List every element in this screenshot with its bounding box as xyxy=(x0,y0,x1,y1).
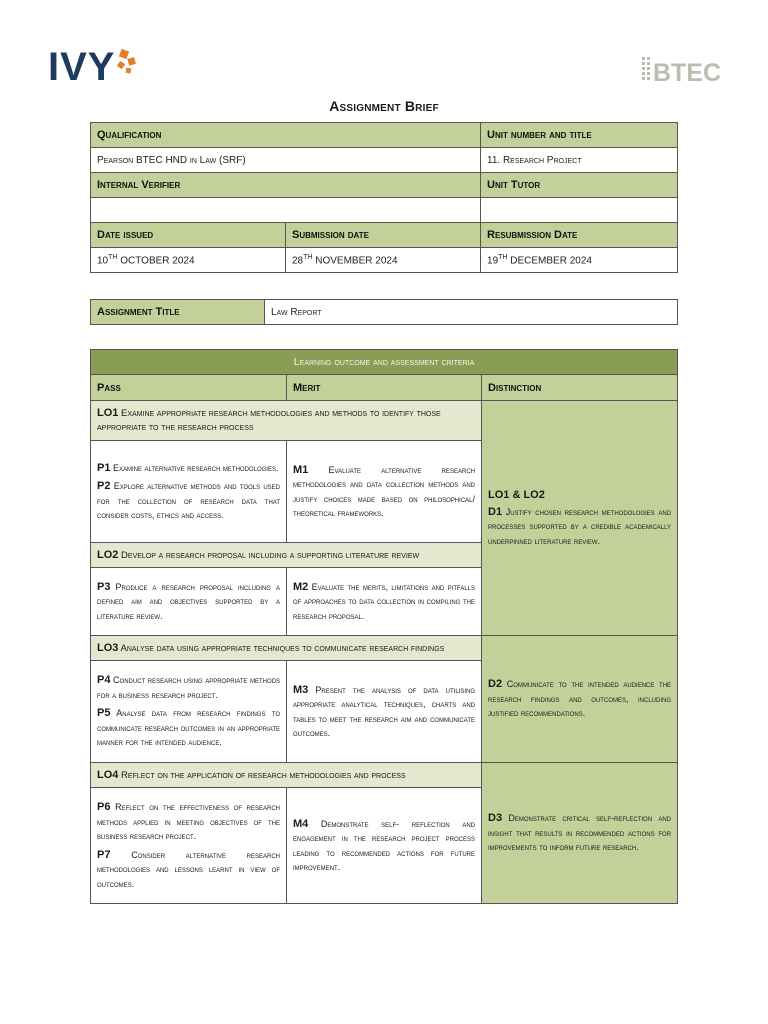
m2-cell: M2 Evaluate the merits, limitations and pitfalls of approaches to data collection in compiling the research proposal. xyxy=(287,568,482,636)
resubmission-label: Resubmission Date xyxy=(481,223,678,248)
p1-p2-cell xyxy=(91,441,287,543)
d3-cell: D3 Demonstrate critical self-reflection and insight that results in recommended actions for improvements to inform future research. xyxy=(482,763,678,904)
criteria-table xyxy=(90,349,678,904)
lo4-row: LO4 Reflect on the application of research methodologies and process xyxy=(91,763,482,788)
m4-cell: M4 Demonstrate self- reflection and engagement in the research project process leading to recommended actions for future improvement. xyxy=(287,788,482,904)
verifier-value xyxy=(91,198,481,223)
d2-cell: D2 Communicate to the intended audience the research findings and outcomes, including justified recommendations. xyxy=(482,636,678,763)
svg-text:IVY: IVY xyxy=(48,45,116,84)
criteria-banner: Learning outcome and assessment criteria xyxy=(91,350,678,375)
p2-criterion: P2 Explore alternative methods and tools used for the collection of research data that consider costs, ethics and access. xyxy=(97,480,280,520)
p3-cell: P3 Produce a research proposal including a defined aim and objectives supported by a literature review. xyxy=(91,568,287,636)
btec-logo xyxy=(640,55,735,85)
verifier-label: Internal Verifier xyxy=(91,173,481,198)
col-distinction: Distinction xyxy=(482,375,678,401)
submission-value: 28TH NOVEMBER 2024 xyxy=(286,248,481,273)
m3-cell: M3 Present the analysis of data utilising appropriate analytical techniques, charts and tables to meet the research aim and communicate outcomes. xyxy=(287,661,482,763)
p1-criterion: P1 Examine alternative research methodologies. xyxy=(97,461,279,474)
lo2-row: LO2 Develop a research proposal including a supporting literature review xyxy=(91,543,482,568)
resubmission-value: 19TH DECEMBER 2024 xyxy=(481,248,678,273)
assignment-title-value: Law Report xyxy=(265,300,678,325)
p5-criterion: P5 Analyse data from research findings to communicate research outcomes in an appropriate manner for the intended audience. xyxy=(97,707,280,748)
assignment-title-table xyxy=(90,299,678,325)
submission-label: Submission date xyxy=(286,223,481,248)
page-title: Assignment Brief xyxy=(329,98,439,114)
svg-text:BTEC: BTEC xyxy=(653,59,722,85)
col-merit: Merit xyxy=(287,375,482,401)
date-issued-value: 10TH OCTOBER 2024 xyxy=(91,248,286,273)
unit-label: Unit number and title xyxy=(481,123,678,148)
date-issued-label: Date issued xyxy=(91,223,286,248)
p6-p7-cell xyxy=(91,788,287,904)
m1-cell: M1 Evaluate alternative research methodologies and data collection methods and justify choices made based on philosophical/ theoretical frameworks. xyxy=(287,441,482,543)
assignment-title-label: Assignment Title xyxy=(91,300,265,325)
p4-p5-cell xyxy=(91,661,287,763)
unit-value: 11. Research Project xyxy=(481,148,678,173)
qualification-table xyxy=(90,122,678,273)
col-pass: Pass xyxy=(91,375,287,401)
d1-cell: LO1 & LO2 D1 Justify chosen research methodologies and processes supported by a credible academically underpinned literature review. xyxy=(482,401,678,636)
p7-criterion: P7 Consider alternative research methodologies and lessons learnt in view of outcomes. xyxy=(97,848,280,889)
ivy-logo xyxy=(48,44,148,84)
lo3-row: LO3 Analyse data using appropriate techniques to communicate research findings xyxy=(91,636,482,661)
tutor-value xyxy=(481,198,678,223)
p6-criterion: P6 Reflect on the effectiveness of research methods applied in meeting objectives of the business research project. xyxy=(97,801,280,841)
qualification-label: Qualification xyxy=(91,123,481,148)
lo1-row: LO1 Examine appropriate research methodologies and methods to identify those appropriate to the research process xyxy=(91,401,482,441)
tutor-label: Unit Tutor xyxy=(481,173,678,198)
qualification-value: Pearson BTEC HND in Law (SRF) xyxy=(91,148,481,173)
p4-criterion: P4 Conduct research using appropriate methods for a business research project. xyxy=(97,674,280,700)
